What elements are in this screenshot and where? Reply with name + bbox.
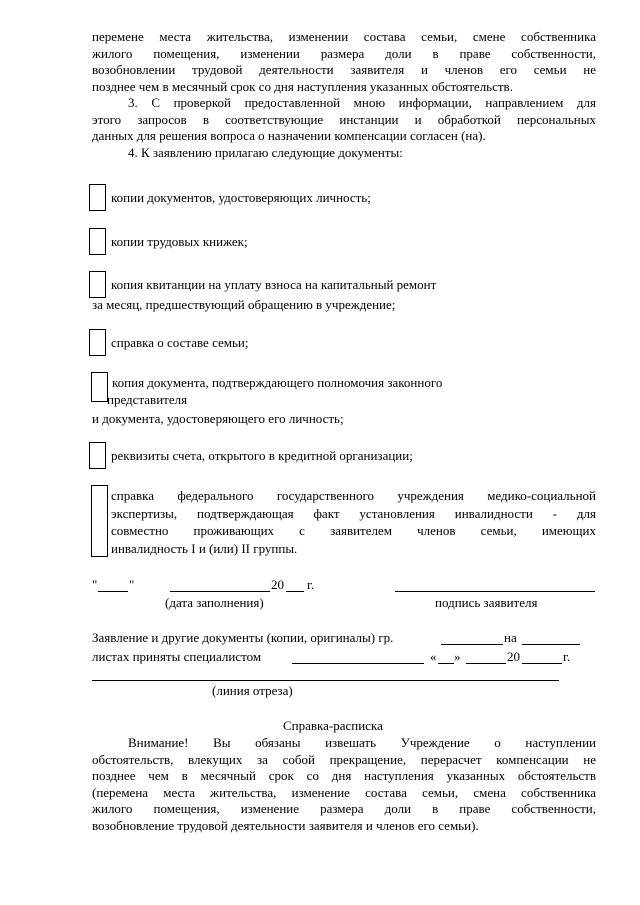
date-caption: (дата заполнения) [165,595,264,610]
text-line: Внимание! Вы обязаны извешать Учреждение о наступлении [128,735,596,750]
day-blank [98,591,128,592]
text-line: возобновление трудовой деятельности заявителя и членов его семьи). [92,817,479,833]
date-quote-open: " [92,577,98,592]
checklist-label-doc6: реквизиты счета, открытого в кредитной организации; [111,448,413,463]
accepted-quote-close: » [454,649,461,664]
year-blank [286,591,304,592]
receipt-body [92,735,596,834]
accepted-line1-prefix: Заявление и другие документы (копии, оригиналы) гр. [92,630,394,645]
text-line: совместно проживающих с заявителем членов семьи, имеющих [111,523,596,538]
month-blank [170,591,270,592]
checkbox-doc3[interactable] [89,271,106,298]
checkbox-doc6[interactable] [89,442,106,469]
text-line: инвалидность I и (или) II группы. [111,540,298,556]
checklist-label-doc5-cont2: и документа, удостоверяющего его личность; [92,411,344,426]
accepted-year-blank [522,663,562,664]
checkbox-doc7[interactable] [91,485,108,557]
accepted-year-suffix: г. [563,649,571,664]
receipt-title: Справка-расписка [283,718,383,733]
signature-blank [395,591,595,592]
citizen-blank [441,644,503,645]
text-line: обстоятельств, влекущих за собой прекращение, перерасчет компенсации не [92,751,596,767]
checkbox-doc1[interactable] [89,184,106,211]
checklist-label-doc4: справка о составе семьи; [111,335,249,350]
date-quote-close: " [129,577,135,592]
checklist-label-doc5-cont: представителя [107,392,188,407]
text-line: экспертизы, подтверждающая факт установления инвалидности - для [111,505,596,521]
accepted-month-blank [466,663,506,664]
specialist-blank [292,663,424,664]
cut-line-caption: (линия отреза) [212,683,293,698]
accepted-line1-on: на [504,630,517,645]
checkbox-doc2[interactable] [89,228,106,255]
text-line: 3. С проверкой предоставленной мною информации, направлением для [128,95,596,110]
checklist-label-doc5: копия документа, подтверждающего полномочия законного [112,375,443,390]
checklist-label-doc7 [111,487,596,557]
accepted-year-prefix: 20 [507,649,520,664]
accepted-line2-prefix: листах приняты специалистом [92,649,262,664]
attachments-heading: 4. К заявлению прилагаю следующие документы: [128,145,403,160]
text-line: жилого помещения, изменение размера доли в праве собственности, [92,801,596,816]
text-line: возобновлении трудовой деятельности заявителя и членов его семьи не [92,62,596,77]
text-line: этого запросов в соответствующие инстанции и обработкой персональных [92,111,596,127]
consent-paragraph [92,95,596,145]
accepted-quote-open: « [430,649,437,664]
year-suffix: г. [307,577,315,592]
text-line: справка федерального государственного учреждения медико-социальной [111,488,596,503]
checkbox-doc4[interactable] [89,329,106,356]
text-line: (перемена места жительства, изменение состава семьи, смена собственника [92,784,596,800]
signature-caption: подпись заявителя [435,595,538,610]
checklist-label-doc1: копии документов, удостоверяющих личность; [111,190,371,205]
checkbox-doc5[interactable] [91,372,108,402]
checklist-label-doc3: копия квитанции на уплату взноса на капитальный ремонт [111,277,437,292]
sheets-blank [522,644,580,645]
year-prefix: 20 [271,577,284,592]
checklist-label-doc3-cont: за месяц, предшествующий обращению в учреждение; [92,297,396,312]
text-line: данных для решения вопроса о назначении компенсации согласен (на). [92,128,486,143]
top-paragraph [92,29,596,95]
checklist-label-doc2: копии трудовых книжек; [111,234,248,249]
cut-line [92,680,559,681]
accepted-day-blank [438,663,454,664]
text-line: позднее чем в месячный срок со дня наступления указанных обстоятельств. [92,78,513,94]
text-line: жилого помещения, изменении размера доли в праве собственности, [92,45,596,61]
text-line: перемене места жительства, изменении состава семьи, смене собственника [92,29,596,44]
text-line: позднее чем в месячный срок со дня наступления указанных обстоятельств [92,768,596,783]
